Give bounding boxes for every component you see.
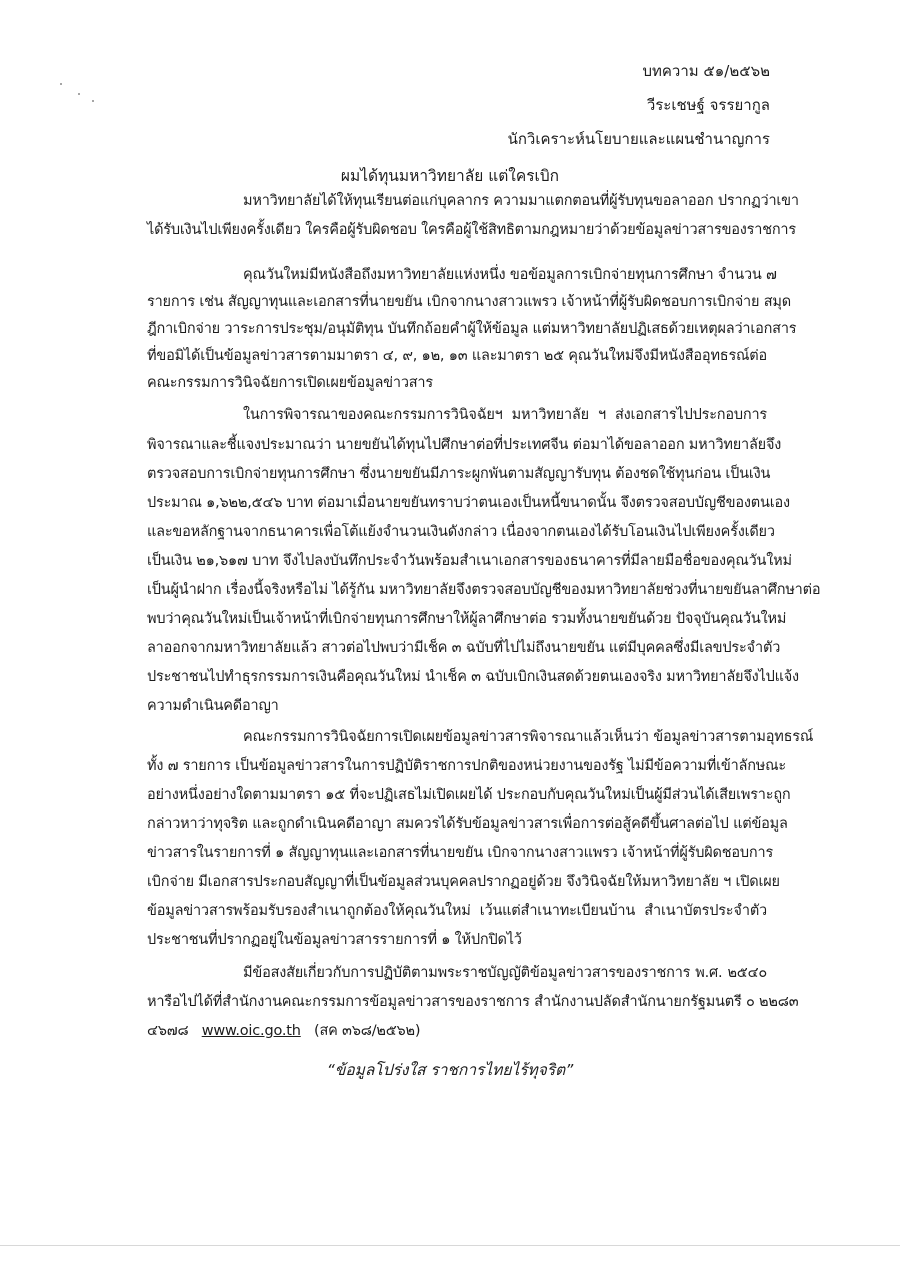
paragraph-line: ลาออกจากมหาวิทยาลัยแล้ว สาวต่อไปพบว่ามีเช็ค ๓ ฉบับที่ไปไม่ถึงนายขยัน แต่มีบุคคลซึ่งมีเลขประจำตัว [147, 640, 781, 656]
scan-speck [60, 83, 62, 85]
phone-tail: ๔๖๗๘ [147, 1023, 189, 1039]
paragraph-line: คุณวันใหม่มีหนังสือถึงมหาวิทยาลัยแห่งหนึ่ง ขอข้อมูลการเบิกจ่ายทุนการศึกษา จำนวน ๗ [243, 267, 777, 283]
paragraph-line: ประชาชนที่ปรากฏอยู่ในข้อมูลข่าวสารรายการที่ ๑ ให้ปกปิดไว้ [147, 932, 522, 948]
page-edge-divider [0, 1245, 900, 1246]
paragraph-line: และขอหลักฐานจากธนาคารเพื่อโต้แย้งจำนวนเงินดังกล่าว เนื่องจากตนเองได้รับโอนเงินไปเพียงครั้งเดียว [147, 524, 775, 540]
paragraph-line: ตรวจสอบการเบิกจ่ายทุนการศึกษา ซึ่งนายขยันมีภาระผูกพันตามสัญญารับทุน ต้องชดใช้ทุนก่อน เป็นเงิน [147, 466, 771, 482]
paragraph-line: พิจารณาและชี้แจงประมาณว่า นายขยันได้ทุนไปศึกษาต่อที่ประเทศจีน ต่อมาได้ขอลาออก มหาวิทยาลัยจึง [147, 437, 782, 453]
scan-speck [78, 93, 80, 95]
article-title: ผมได้ทุนมหาวิทยาลัย แต่ใครเบิก [340, 167, 560, 185]
paragraph-line: รายการ เช่น สัญญาทุนและเอกสารที่นายขยัน เบิกจากนางสาวแพรว เจ้าหน้าที่ผู้รับผิดชอบการเบิกจ่าย สมุด [147, 294, 791, 310]
paragraph-line: ประชาชนไปทำธุรกรรมการเงินคือคุณวันใหม่ นำเช็ค ๓ ฉบับเบิกเงินสดด้วยตนเองจริง มหาวิทยาลัยจึงไปแจ้ง [147, 669, 799, 685]
paragraph-line: กล่าวหาว่าทุจริต และถูกดำเนินคดีอาญา สมควรได้รับข้อมูลข่าวสารเพื่อการต่อสู้คดีขึ้นศาลต่อไป แต่ข้อมูล [147, 816, 788, 832]
contact-line-last [147, 1020, 420, 1042]
paragraph-line: ประมาณ ๑,๖๒๒,๕๔๖ บาท ต่อมาเมื่อนายขยันทราบว่าตนเองเป็นหนี้ขนาดนั้น จึงตรวจสอบบัญชีของตนเอง [147, 495, 790, 511]
paragraph-line: อย่างหนึ่งอย่างใดตามมาตรา ๑๕ ที่จะปฏิเสธไม่เปิดเผยได้ ประกอบกับคุณวันใหม่เป็นผู้มีส่วนได้เสียเพราะถูก [147, 787, 791, 803]
reference-number: (สค ๓๖๘/๒๕๖๒) [313, 1023, 421, 1039]
lead-line: มหาวิทยาลัยได้ให้ทุนเรียนต่อแก่บุคลากร ความมาแตกตอนที่ผู้รับทุนขอลาออก ปรากฏว่าเขา [243, 193, 799, 209]
paragraph-line: คณะกรรมการวินิจฉัยการเปิดเผยข้อมูลข่าวสาร [147, 375, 433, 391]
paragraph-line: คณะกรรมการวินิจฉัยการเปิดเผยข้อมูลข่าวสารพิจารณาแล้วเห็นว่า ข้อมูลข่าวสารตามอุทธรณ์ [243, 729, 814, 745]
article-number: บทความ ๕๑/๒๕๖๒ [642, 62, 770, 80]
paragraph-line: ฎีกาเบิกจ่าย วาระการประชุม/อนุมัติทุน บันทึกถ้อยคำผู้ให้ข้อมูล แต่มหาวิทยาลัยปฏิเสธด้วยเหตุผลว่าเอกสาร [147, 321, 797, 337]
paragraph-line: ข่าวสารในรายการที่ ๑ สัญญาทุนและเอกสารที่นายขยัน เบิกจากนางสาวแพรว เจ้าหน้าที่ผู้รับผิดชอบการ [147, 845, 774, 861]
paragraph-line: ที่ขอมิได้เป็นข้อมูลข่าวสารตามมาตรา ๔, ๙, ๑๒, ๑๓ และมาตรา ๒๕ คุณวันใหม่จึงมีหนังสืออุทธรณ์ต่อ [147, 348, 768, 364]
author-position: นักวิเคราะห์นโยบายและแผนชำนาญการ [507, 130, 770, 148]
author-name: วีระเชษฐ์ จรรยากูล [646, 96, 770, 114]
paragraph-line: ในการพิจารณาของคณะกรรมการวินิจฉัยฯ มหาวิทยาลัย ฯ ส่งเอกสารไปประกอบการ [243, 407, 767, 423]
contact-line: หารือไปได้ที่สำนักงานคณะกรรมการข้อมูลข่าวสารของราชการ สำนักงานปลัดสำนักนายกรัฐมนตรี ๐ ๒๒๘๓ [147, 994, 799, 1010]
paragraph-line: เป็นผู้นำฝาก เรื่องนี้จริงหรือไม่ ได้รู้กัน มหาวิทยาลัยจึงตรวจสอบบัญชีของมหาวิทยาลัยช่วงที่นายขยันลาศึกษาต่อ [147, 582, 821, 598]
contact-line: มีข้อสงสัยเกี่ยวกับการปฏิบัติตามพระราชบัญญัติข้อมูลข่าวสารของราชการ พ.ศ. ๒๕๔๐ [243, 965, 767, 981]
lead-line: ได้รับเงินไปเพียงครั้งเดียว ใครคือผู้รับผิดชอบ ใครคือผู้ใช้สิทธิตามกฎหมายว่าด้วยข้อมูลข่าวสารของราชการ [147, 222, 796, 238]
paragraph-line: เบิกจ่าย มีเอกสารประกอบสัญญาที่เป็นข้อมูลส่วนบุคคลปรากฏอยู่ด้วย จึงวินิจฉัยให้มหาวิทยาลัย ฯ เปิดเผย [147, 874, 780, 890]
paragraph-line: ทั้ง ๗ รายการ เป็นข้อมูลข่าวสารในการปฏิบัติราชการปกติของหน่วยงานของรัฐ ไม่มีข้อความที่เข้าลักษณะ [147, 758, 787, 774]
paragraph-line: ความดำเนินคดีอาญา [147, 698, 279, 714]
paragraph-line: เป็นเงิน ๒๑,๖๑๗ บาท จึงไปลงบันทึกประจำวันพร้อมสำเนาเอกสารของธนาคารที่มีลายมือชื่อของคุณวันใหม่ [147, 553, 792, 569]
slogan: “ข้อมูลโปร่งใส ราชการไทยไร้ทุจริต” [326, 1061, 574, 1079]
paragraph-line: พบว่าคุณวันใหม่เป็นเจ้าหน้าที่เบิกจ่ายทุนการศึกษาให้ผู้ลาศึกษาต่อ รวมทั้งนายขยันด้วย ปัจจุบันคุณวันใหม่ [147, 611, 787, 627]
website-link[interactable]: www.oic.go.th [201, 1023, 301, 1039]
scan-speck [92, 100, 94, 102]
paragraph-line: ข้อมูลข่าวสารพร้อมรับรองสำเนาถูกต้องให้คุณวันใหม่ เว้นแต่สำเนาทะเบียนบ้าน สำเนาบัตรประจำตัว [147, 903, 767, 919]
